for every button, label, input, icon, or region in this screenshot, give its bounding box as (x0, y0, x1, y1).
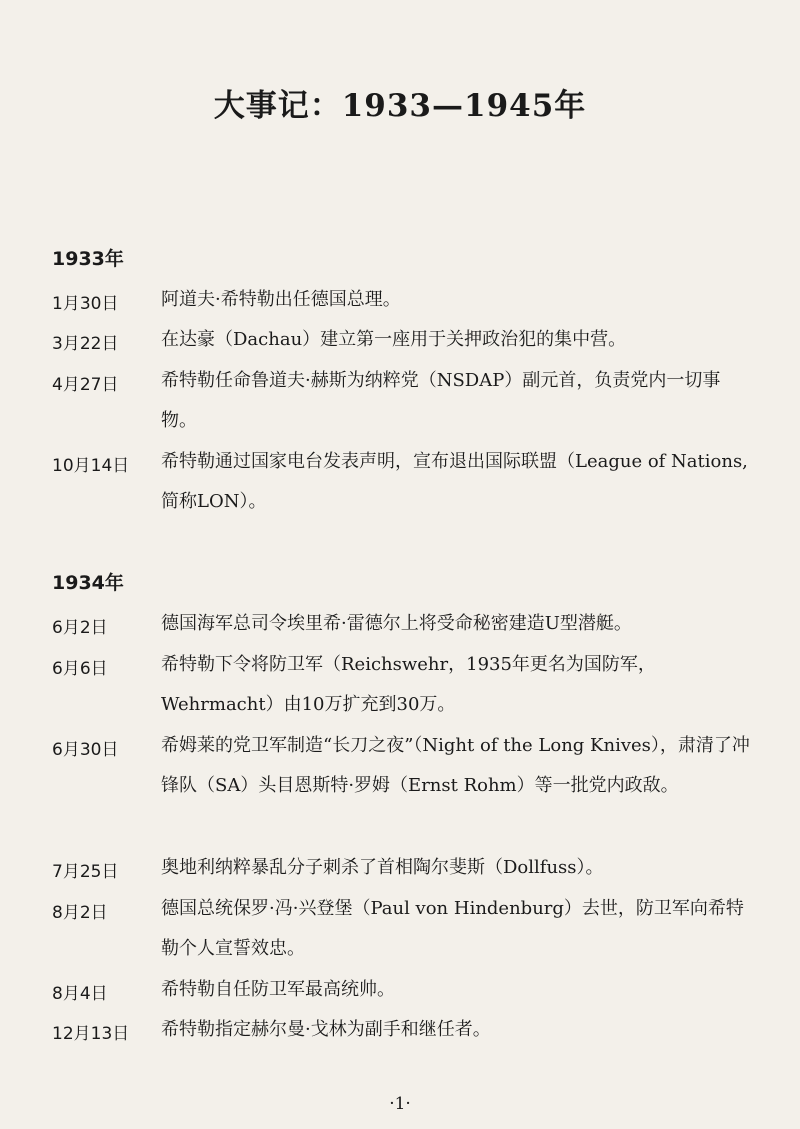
year-heading-1933: 1933年 (52, 248, 124, 270)
year-heading-1934: 1934年 (52, 572, 124, 594)
entry-date: 6月2日 (52, 618, 108, 638)
entry-date: 8月2日 (52, 903, 108, 923)
entry-date: 12月13日 (52, 1024, 130, 1044)
entry-date: 1月30日 (52, 294, 119, 314)
entry-date: 8月4日 (52, 984, 108, 1004)
entry-text: 希特勒任命鲁道夫·赫斯为纳粹党（NSDAP）副元首，负责党内一切事物。 (161, 370, 721, 431)
page-number: ·1· (389, 1094, 411, 1114)
entry-date: 6月6日 (52, 659, 108, 679)
entry-date: 4月27日 (52, 375, 119, 395)
entry-date: 10月14日 (52, 456, 130, 476)
entry-text: 希特勒自任防卫军最高统帅。 (161, 979, 395, 1000)
entry-date: 3月22日 (52, 334, 119, 354)
entry-text: 德国海军总司令埃里希·雷德尔上将受命秘密建造U型潜艇。 (161, 613, 632, 634)
page-title: 大事记：1933—1945年 (213, 88, 587, 124)
entry-text: 在达豪（Dachau）建立第一座用于关押政治犯的集中营。 (161, 329, 627, 350)
entry-text: 希姆莱的党卫军制造“长刀之夜”（Night of the Long Knives），肃清了冲锋队（SA）头目恩斯特·罗姆（Ernst Rohm）等一批党内政敌。 (161, 735, 750, 796)
entry-text: 奥地利纳粹暴乱分子刺杀了首相陶尔斐斯（Dollfuss）。 (161, 857, 604, 878)
entry-text: 德国总统保罗·冯·兴登堡（Paul von Hindenburg）去世，防卫军向希特勒个人宣誓效忠。 (161, 898, 744, 959)
entry-text: 希特勒通过国家电台发表声明，宣布退出国际联盟（League of Nations,简称LON）。 (161, 451, 748, 512)
entry-date: 7月25日 (52, 862, 119, 882)
entry-text: 阿道夫·希特勒出任德国总理。 (161, 289, 401, 310)
entry-text: 希特勒指定赫尔曼·戈林为副手和继任者。 (161, 1019, 491, 1040)
entry-text: 希特勒下令将防卫军（Reichswehr，1935年更名为国防军，Wehrmacht）由10万扩充到30万。 (161, 654, 656, 715)
entry-date: 6月30日 (52, 740, 119, 760)
